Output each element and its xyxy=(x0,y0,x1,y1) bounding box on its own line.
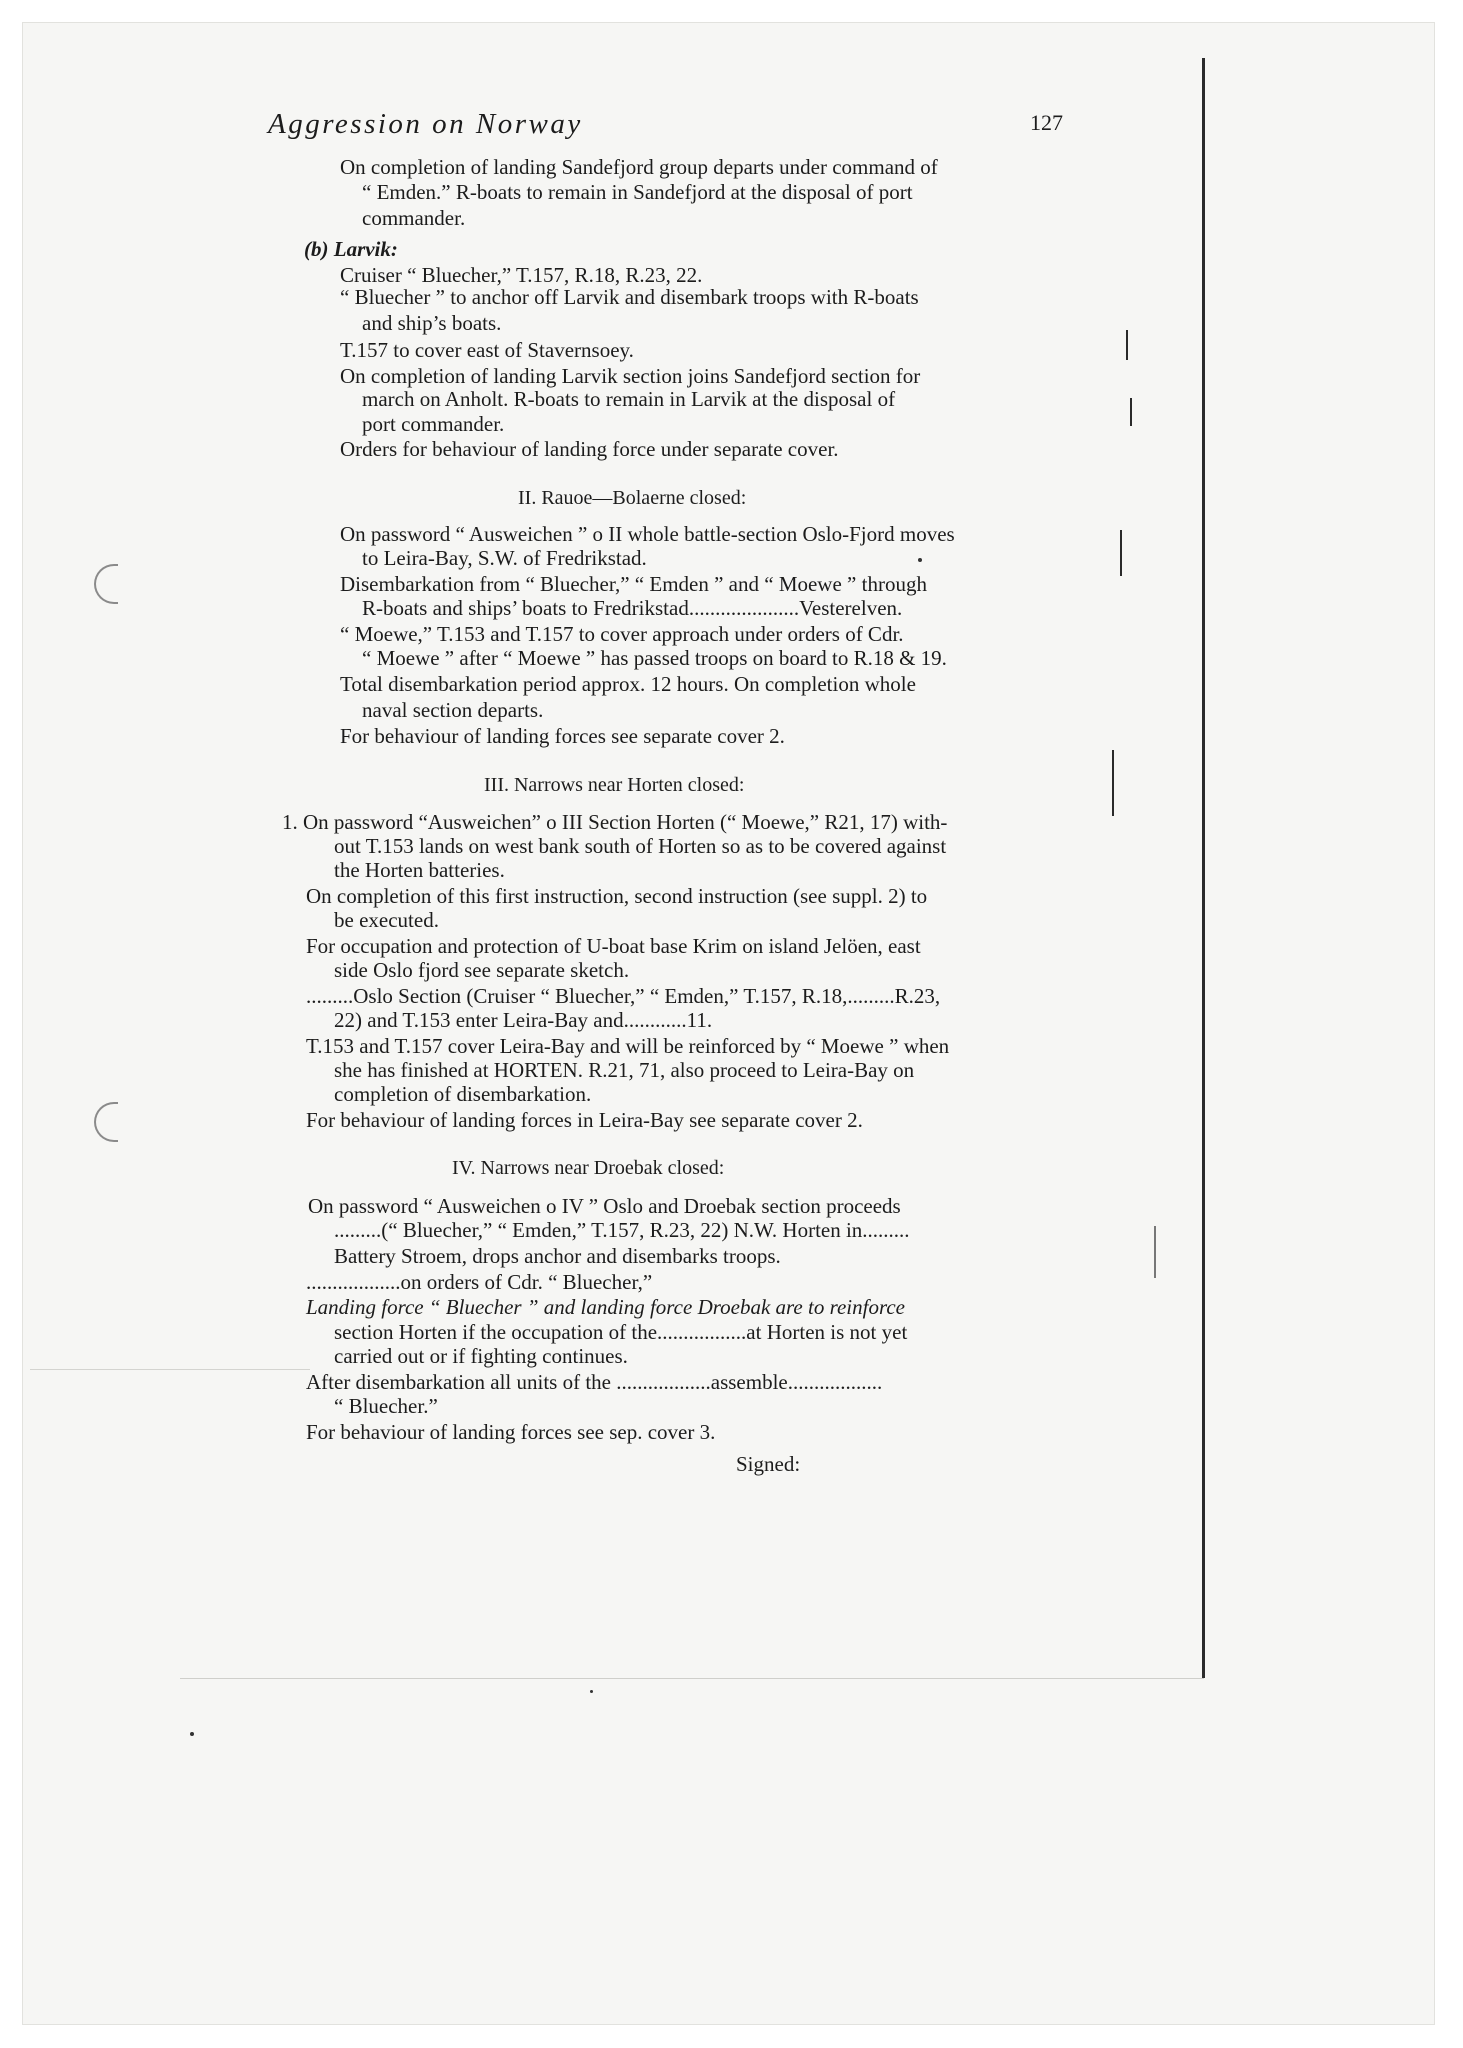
text-line: 22) and T.153 enter Leira-Bay and............11. xyxy=(334,1008,713,1032)
text-line: to Leira-Bay, S.W. of Fredrikstad. xyxy=(362,546,647,570)
text-line: R-boats and ships’ boats to Fredrikstad.....................Vesterelven. xyxy=(362,596,903,620)
text-line: After disembarkation all units of the ..................assemble.................. xyxy=(306,1370,883,1394)
text-line: T.157 to cover east of Stavernsoey. xyxy=(340,338,634,362)
text-line: For behaviour of landing forces see sep. cover 3. xyxy=(306,1420,716,1444)
text-line: Landing force “ Bluecher ” and landing force Droebak are to reinforce xyxy=(306,1295,905,1319)
scan-speck xyxy=(590,1690,593,1693)
text-line: On completion of landing Larvik section joins Sandefjord section for xyxy=(340,364,921,388)
text-line: Orders for behaviour of landing force under separate cover. xyxy=(340,437,839,461)
text-line: For behaviour of landing forces in Leira-Bay see separate cover 2. xyxy=(306,1108,863,1132)
text-line: On completion of this first instruction, second instruction (see suppl. 2) to xyxy=(306,884,928,908)
text-line: For behaviour of landing forces see separate cover 2. xyxy=(340,724,785,748)
section-heading-iv: IV. Narrows near Droebak closed: xyxy=(452,1157,725,1179)
text-line: Disembarkation from “ Bluecher,” “ Emden ” and “ Moewe ” through xyxy=(340,572,927,596)
text-line: port commander. xyxy=(362,412,505,436)
text-line: “ Emden.” R-boats to remain in Sandefjord at the disposal of port xyxy=(362,180,913,204)
text-line: the Horten batteries. xyxy=(334,858,505,882)
text-line: march on Anholt. R-boats to remain in Larvik at the disposal of xyxy=(362,387,896,411)
text-line: “ Moewe,” T.153 and T.157 to cover approach under orders of Cdr. xyxy=(340,622,904,646)
margin-mark xyxy=(1112,750,1114,816)
text-line: “ Bluecher.” xyxy=(334,1394,438,1418)
section-heading-ii: II. Rauoe—Bolaerne closed: xyxy=(518,487,747,509)
text-line: T.153 and T.157 cover Leira-Bay and will be reinforced by “ Moewe ” when xyxy=(306,1034,950,1058)
text-line: be executed. xyxy=(334,908,439,932)
text-line: Cruiser “ Bluecher,” T.157, R.18, R.23, 22. xyxy=(340,263,703,287)
text-line: On completion of landing Sandefjord group departs under command of xyxy=(340,155,938,179)
text-line: Battery Stroem, drops anchor and disembarks troops. xyxy=(334,1244,781,1268)
text-line: and ship’s boats. xyxy=(362,311,502,335)
running-title: Aggression on Norway xyxy=(268,108,583,140)
text-line: .........(“ Bluecher,” “ Emden,” T.157, R.23, 22) N.W. Horten in......... xyxy=(334,1218,910,1242)
text-line: section Horten if the occupation of the.................at Horten is not yet xyxy=(334,1320,908,1344)
text-line: Total disembarkation period approx. 12 hours. On completion whole xyxy=(340,672,916,696)
margin-mark xyxy=(1120,530,1122,576)
scan-speck xyxy=(190,1732,194,1736)
margin-mark xyxy=(1130,398,1132,426)
text-line: completion of disembarkation. xyxy=(334,1082,592,1106)
margin-mark xyxy=(1126,330,1128,360)
signature-label: Signed: xyxy=(736,1452,801,1476)
section-heading-iii: III. Narrows near Horten closed: xyxy=(484,774,745,796)
text-line: 1. On password “Ausweichen” o III Section Horten (“ Moewe,” R21, 17) with- xyxy=(282,810,948,834)
text-line: commander. xyxy=(362,206,466,230)
page-number: 127 xyxy=(1030,110,1063,135)
text-line: ..................on orders of Cdr. “ Bluecher,” xyxy=(306,1270,653,1294)
text-line: carried out or if fighting continues. xyxy=(334,1344,628,1368)
subsection-heading: (b) Larvik: xyxy=(304,237,398,261)
text-line: “ Moewe ” after “ Moewe ” has passed troops on board to R.18 & 19. xyxy=(362,646,947,670)
text-line: side Oslo fjord see separate sketch. xyxy=(334,958,630,982)
text-line: On password “ Ausweichen o IV ” Oslo and Droebak section proceeds xyxy=(308,1194,901,1218)
text-line: “ Bluecher ” to anchor off Larvik and disembark troops with R-boats xyxy=(340,285,919,309)
text-line: .........Oslo Section (Cruiser “ Bluecher,” “ Emden,” T.157, R.18,.........R.23, xyxy=(306,984,941,1008)
text-line: naval section departs. xyxy=(362,698,544,722)
margin-mark xyxy=(1154,1226,1156,1278)
text-line: out T.153 lands on west bank south of Horten so as to be covered against xyxy=(334,834,947,858)
scan-speck xyxy=(918,558,922,562)
text-line: For occupation and protection of U-boat base Krim on island Jelöen, east xyxy=(306,934,921,958)
text-line: On password “ Ausweichen ” o II whole battle-section Oslo-Fjord moves xyxy=(340,522,955,546)
text-line: she has finished at HORTEN. R.21, 71, also proceed to Leira-Bay on xyxy=(334,1058,915,1082)
